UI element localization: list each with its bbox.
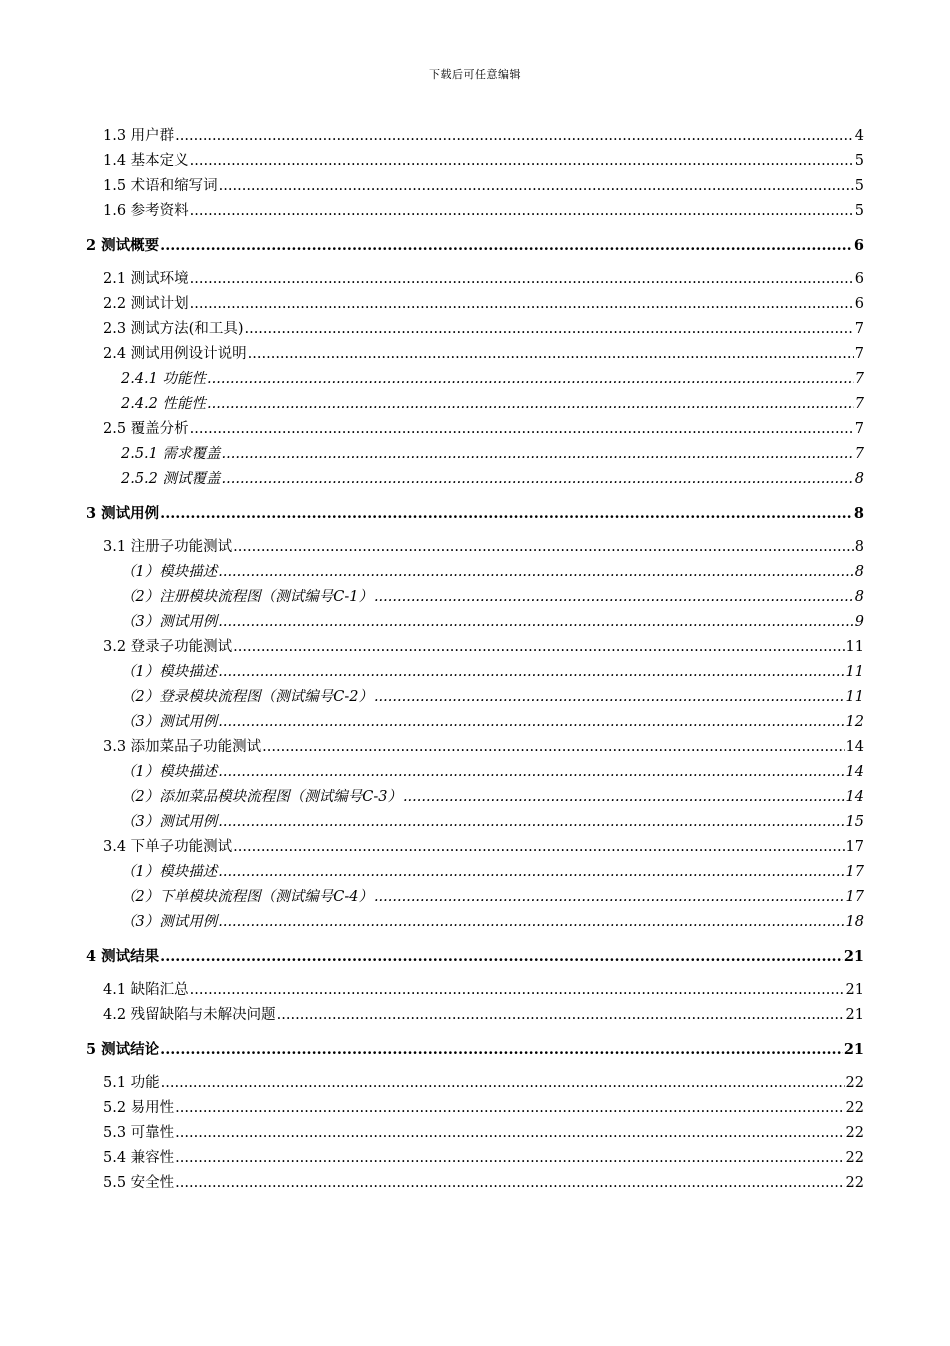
toc-entry[interactable] [86, 1003, 864, 1028]
toc-entry[interactable] [86, 944, 864, 969]
toc-entry-page: 7 [854, 421, 864, 437]
toc-entry-page: 12 [845, 714, 864, 730]
toc-entry-title: 2.2 测试计划 [103, 296, 189, 312]
toc-entry-page: 5 [854, 203, 864, 219]
toc-entry[interactable] [86, 1121, 864, 1146]
toc-entry-title: （2）添加菜品模块流程图（测试编号C-3） [121, 789, 402, 805]
toc-leader-dots [262, 735, 844, 760]
toc-entry[interactable] [86, 1096, 864, 1121]
toc-leader-dots [160, 501, 853, 526]
toc-entry-title: 5.1 功能 [103, 1075, 160, 1091]
toc-entry-page: 8 [854, 589, 864, 605]
toc-entry-page: 6 [854, 296, 864, 312]
toc-entry[interactable] [86, 610, 864, 635]
toc-entry-title: 3.4 下单子功能测试 [103, 839, 233, 855]
toc-entry-page: 7 [854, 371, 864, 387]
toc-entry[interactable] [86, 535, 864, 560]
toc-entry[interactable] [86, 760, 864, 785]
toc-leader-dots [219, 174, 854, 199]
toc-leader-dots [374, 585, 854, 610]
toc-entry-title: 3.2 登录子功能测试 [103, 639, 233, 655]
toc-entry[interactable] [86, 860, 864, 885]
toc-leader-dots [277, 1003, 845, 1028]
toc-leader-dots [190, 267, 854, 292]
toc-entry-page: 4 [854, 128, 864, 144]
toc-entry-title: 2.4.2 性能性 [121, 396, 207, 412]
toc-entry-page: 22 [845, 1100, 864, 1116]
toc-entry-title: （1）模块描述 [121, 864, 218, 880]
toc-entry[interactable] [86, 1037, 864, 1062]
toc-leader-dots [175, 1121, 844, 1146]
toc-entry-page: 8 [854, 471, 864, 487]
toc-entry[interactable] [86, 1146, 864, 1171]
toc-leader-dots [244, 317, 853, 342]
toc-entry-title: 2.4 测试用例设计说明 [103, 346, 247, 362]
toc-entry-page: 7 [854, 321, 864, 337]
toc-entry-page: 17 [845, 889, 864, 905]
toc-entry-page: 21 [843, 1041, 864, 1058]
toc-leader-dots [190, 978, 845, 1003]
toc-entry-page: 22 [845, 1175, 864, 1191]
toc-entry-page: 22 [845, 1125, 864, 1141]
toc-entry-page: 8 [853, 505, 864, 522]
toc-entry-title: （1）模块描述 [121, 764, 218, 780]
toc-entry-page: 11 [845, 689, 864, 705]
toc-entry[interactable] [86, 785, 864, 810]
toc-entry[interactable] [86, 174, 864, 199]
toc-entry[interactable] [86, 685, 864, 710]
toc-leader-dots [218, 560, 854, 585]
toc-entry[interactable] [86, 417, 864, 442]
toc-entry[interactable] [86, 978, 864, 1003]
toc-entry-title: 2.4.1 功能性 [121, 371, 207, 387]
toc-entry-page: 7 [854, 446, 864, 462]
toc-entry-page: 11 [845, 639, 864, 655]
toc-entry-title: 4 测试结果 [86, 948, 160, 965]
toc-entry-page: 21 [843, 948, 864, 965]
toc-entry-title: 1.6 参考资料 [103, 203, 189, 219]
toc-entry-title: （3）测试用例 [121, 814, 218, 830]
table-of-contents [86, 124, 864, 1196]
toc-entry[interactable] [86, 635, 864, 660]
toc-entry-page: 7 [854, 346, 864, 362]
toc-entry[interactable] [86, 910, 864, 935]
toc-leader-dots [218, 610, 854, 635]
toc-leader-dots [218, 810, 844, 835]
toc-entry[interactable] [86, 1071, 864, 1096]
toc-leader-dots [207, 392, 854, 417]
toc-entry-title: （2）注册模块流程图（测试编号C-1） [121, 589, 373, 605]
toc-entry-title: 4.2 残留缺陷与未解决问题 [103, 1007, 276, 1023]
toc-entry[interactable] [86, 367, 864, 392]
toc-leader-dots [374, 885, 845, 910]
toc-leader-dots [160, 233, 853, 258]
toc-entry-title: 4.1 缺陷汇总 [103, 982, 189, 998]
toc-leader-dots [233, 635, 844, 660]
toc-entry-title: 1.4 基本定义 [103, 153, 189, 169]
toc-leader-dots [218, 710, 844, 735]
toc-leader-dots [175, 124, 854, 149]
toc-leader-dots [190, 417, 854, 442]
toc-entry[interactable] [86, 342, 864, 367]
toc-entry[interactable] [86, 885, 864, 910]
toc-entry-title: （3）测试用例 [121, 714, 218, 730]
toc-entry[interactable] [86, 810, 864, 835]
toc-entry-page: 14 [845, 739, 864, 755]
toc-entry-page: 6 [854, 271, 864, 287]
toc-leader-dots [161, 1071, 845, 1096]
toc-entry-page: 17 [845, 839, 864, 855]
toc-leader-dots [160, 944, 843, 969]
toc-entry-title: 2.3 测试方法(和工具) [103, 321, 244, 337]
toc-entry-page: 21 [845, 1007, 864, 1023]
toc-entry-page: 8 [854, 539, 864, 555]
toc-leader-dots [207, 367, 854, 392]
toc-entry[interactable] [86, 317, 864, 342]
toc-entry-title: 5.2 易用性 [103, 1100, 175, 1116]
toc-entry-page: 15 [845, 814, 864, 830]
toc-entry[interactable] [86, 1171, 864, 1196]
toc-entry[interactable] [86, 392, 864, 417]
toc-leader-dots [160, 1037, 843, 1062]
toc-entry-page: 6 [853, 237, 864, 254]
toc-entry[interactable] [86, 124, 864, 149]
toc-entry-page: 5 [854, 153, 864, 169]
toc-entry-title: 3 测试用例 [86, 505, 160, 522]
toc-leader-dots [218, 910, 844, 935]
toc-entry-title: 3.3 添加菜品子功能测试 [103, 739, 262, 755]
toc-entry[interactable] [86, 467, 864, 492]
toc-entry-title: （2）登录模块流程图（测试编号C-2） [121, 689, 373, 705]
toc-entry-page: 17 [845, 864, 864, 880]
toc-leader-dots [218, 660, 844, 685]
toc-entry[interactable] [86, 835, 864, 860]
toc-entry-title: （1）模块描述 [121, 564, 218, 580]
toc-entry-title: 3.1 注册子功能测试 [103, 539, 233, 555]
toc-entry-page: 5 [854, 178, 864, 194]
toc-entry-title: 1.3 用户群 [103, 128, 175, 144]
toc-leader-dots [190, 149, 854, 174]
toc-entry-title: 5 测试结论 [86, 1041, 160, 1058]
toc-entry[interactable] [86, 585, 864, 610]
toc-leader-dots [175, 1146, 844, 1171]
toc-entry[interactable] [86, 267, 864, 292]
toc-entry-title: 2 测试概要 [86, 237, 160, 254]
toc-entry-page: 9 [854, 614, 864, 630]
toc-leader-dots [190, 292, 854, 317]
toc-entry[interactable] [86, 735, 864, 760]
toc-entry-title: 1.5 术语和缩写词 [103, 178, 218, 194]
toc-leader-dots [233, 835, 844, 860]
toc-entry-title: 2.5.2 测试覆盖 [121, 471, 221, 487]
toc-entry-title: 5.3 可靠性 [103, 1125, 175, 1141]
toc-leader-dots [175, 1096, 844, 1121]
toc-entry[interactable] [86, 560, 864, 585]
toc-entry-title: 2.5.1 需求覆盖 [121, 446, 221, 462]
toc-leader-dots [190, 199, 854, 224]
toc-entry-page: 14 [845, 764, 864, 780]
toc-entry[interactable] [86, 442, 864, 467]
toc-entry[interactable] [86, 233, 864, 258]
toc-entry-page: 22 [845, 1150, 864, 1166]
toc-entry[interactable] [86, 710, 864, 735]
toc-entry-title: （1）模块描述 [121, 664, 218, 680]
toc-entry[interactable] [86, 292, 864, 317]
toc-entry-page: 8 [854, 564, 864, 580]
toc-entry-title: （2）下单模块流程图（测试编号C-4） [121, 889, 373, 905]
toc-entry-title: 5.4 兼容性 [103, 1150, 175, 1166]
toc-leader-dots [403, 785, 845, 810]
toc-entry-title: （3）测试用例 [121, 614, 218, 630]
toc-entry-title: 2.1 测试环境 [103, 271, 189, 287]
toc-leader-dots [374, 685, 845, 710]
toc-entry-page: 7 [854, 396, 864, 412]
toc-entry[interactable] [86, 660, 864, 685]
toc-entry-page: 18 [845, 914, 864, 930]
toc-leader-dots [218, 760, 844, 785]
toc-leader-dots [175, 1171, 844, 1196]
toc-leader-dots [248, 342, 854, 367]
toc-entry-page: 14 [845, 789, 864, 805]
toc-entry[interactable] [86, 199, 864, 224]
toc-leader-dots [222, 467, 854, 492]
toc-entry-title: 5.5 安全性 [103, 1175, 175, 1191]
toc-entry-title: 2.5 覆盖分析 [103, 421, 189, 437]
toc-entry-page: 11 [845, 664, 864, 680]
toc-entry-page: 21 [845, 982, 864, 998]
toc-entry-page: 22 [845, 1075, 864, 1091]
page-header: 下载后可任意编辑 [429, 68, 521, 81]
toc-entry[interactable] [86, 501, 864, 526]
toc-entry[interactable] [86, 149, 864, 174]
toc-leader-dots [222, 442, 854, 467]
toc-leader-dots [233, 535, 854, 560]
toc-leader-dots [218, 860, 844, 885]
toc-entry-title: （3）测试用例 [121, 914, 218, 930]
